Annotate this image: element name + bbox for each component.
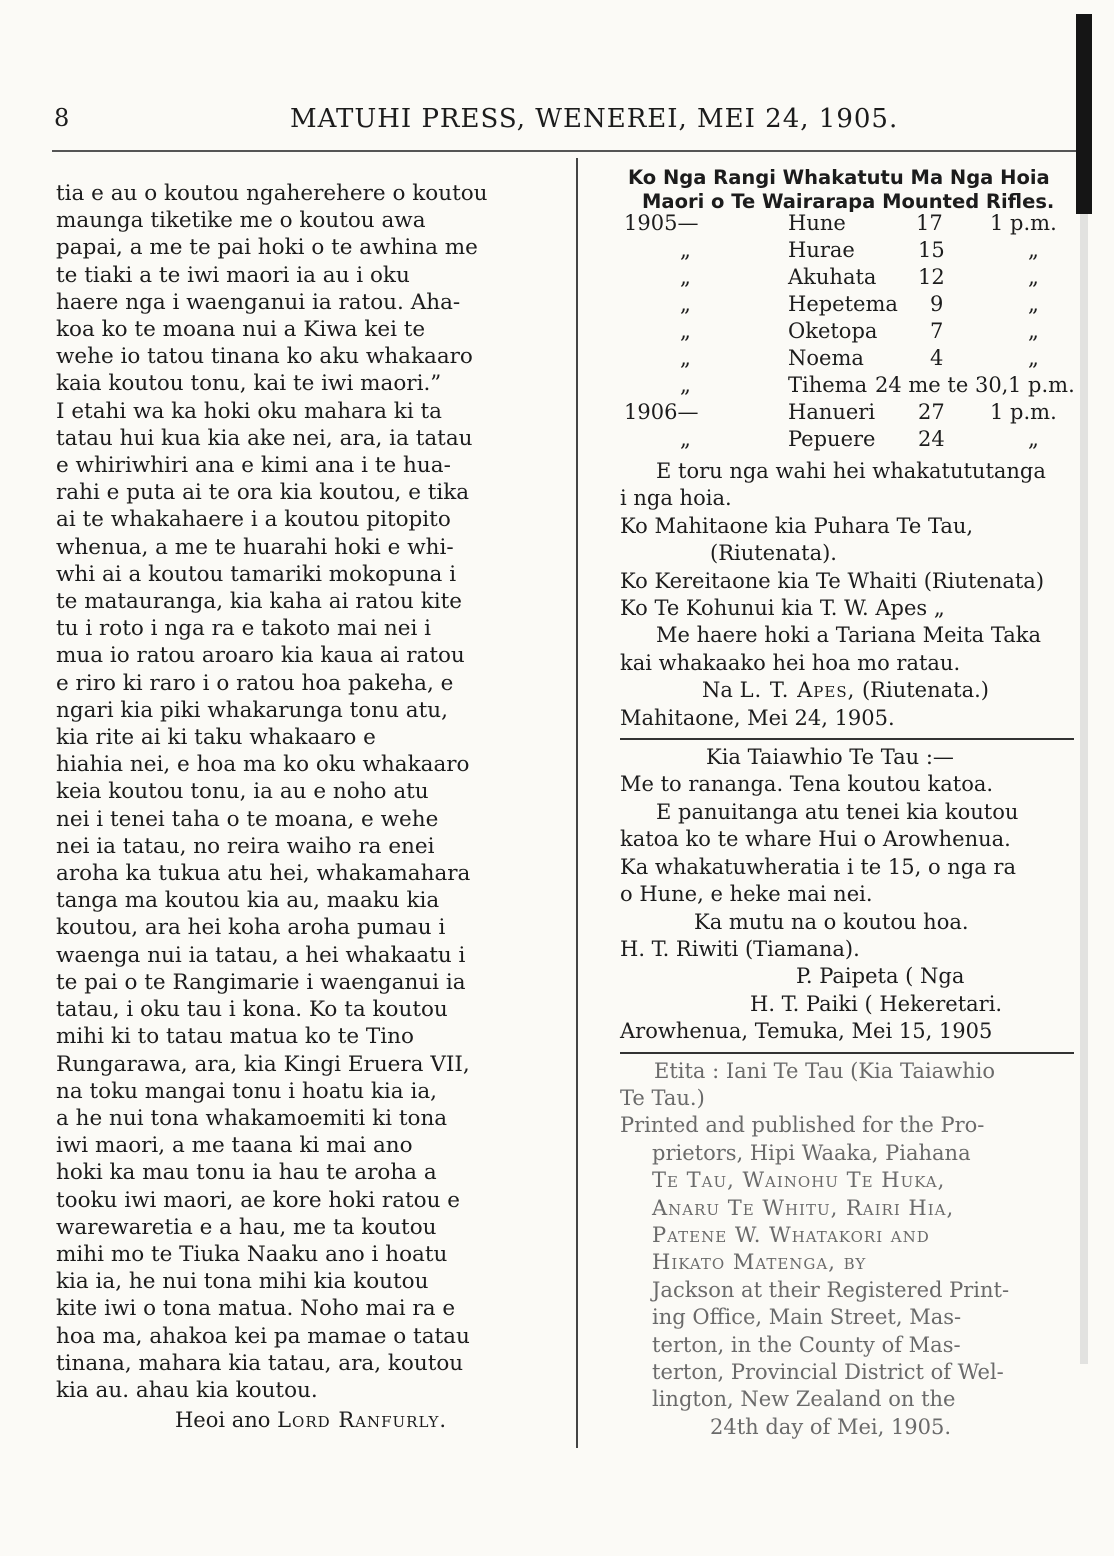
letter-line: tinana, mahara kia tatau, ara, koutou [56,1350,464,1376]
letter-line: keia koutou tonu, ia au e noho atu [56,779,429,805]
letter-line: haere nga i waenganui ia ratou. Aha- [56,289,461,315]
schedule-row: 1906— Hanueri 27 1 p.m. [624,400,1057,424]
notice-title: Ko Nga Rangi Whakatutu Ma Nga Hoia [628,166,1050,189]
letter-line: I etahi wa ka hoki oku mahara ki ta [56,398,442,424]
schedule-row: „ Oketopa 7 „ [680,319,1039,343]
notice-dateline: Arowhenua, Temuka, Mei 15, 1905 [620,1019,993,1044]
scan-edge-shadow [1076,14,1092,214]
schedule-row: „ Hepetema 9 „ [680,292,1039,316]
letter-line: tia e au o koutou ngaherehere o koutou [56,181,488,206]
letter-line: te tiaki a te iwi maori ia au i oku [56,262,410,288]
letter-line: hoa ma, ahakoa kei pa mamae o tatau [56,1323,470,1349]
letter-line: mua io ratou aroaro kia kaua ai ratou [56,643,465,669]
schedule-row: 1905— Hune 17 1 p.m. [624,211,1057,235]
letter-line: koa ko te moana nui a Kiwa kei te [56,317,426,343]
letter-line: tooku iwi maori, ae kore hoki ratou e [56,1187,460,1213]
masthead: MATUHI PRESS, WENEREI, MEI 24, 1905. [290,104,899,134]
section-rule [620,738,1074,740]
letter-line: hiahia nei, e hoa ma ko oku whakaaro [56,752,470,778]
schedule-row: „ Noema 4 „ [680,346,1039,370]
notice-heading: Kia Taiawhio Te Tau :— [706,745,954,770]
drill-notice: E toru nga wahi hei whakatututanga i nga hoia. Ko Mahitaone kia Puhara Te Tau, (Riutenata). Ko Kereitaone kia Te Whaiti (Riutenata) Ko Te Kohunui kia T. W. Apes „ Me haere hoki a Tariana Meita Taka kai whakaako hei hoa mo ratau. Na L. T. Apes, (Riutenata.) Mahitaone, Mei 24, 1905. [620,458,1074,732]
letter-line: tatau, i oku tau i kona. Ko ta koutou [56,997,448,1023]
letter-line: te pai o te Rangimarie i waenganui ia [56,969,466,995]
letter-line: whenua, a me te huarahi hoki e whi- [56,534,454,560]
letter-line: a he nui tona whakamoemiti ki tona [56,1105,448,1131]
page-number: 8 [54,104,70,132]
hui-notice: Kia Taiawhio Te Tau :— Me to rananga. Tena koutou katoa. E panuitanga atu tenei kia koutou katoa ko te whare Hui o Arowhenua. Ka whakatuwheratia i te 15, o nga ra o Hune, e heke mai nei. Ka mutu na o koutou hoa. H. T. Riwiti (Tiamana). P. Paipeta ( Nga H. T. Paiki ( Hekeretari. Arowhenua, Temuka, Mei 15, 1905 [620,744,1074,1045]
letter-line: mihi ki to tatau matua ko te Tino [56,1024,414,1050]
section-rule [620,1052,1074,1054]
letter-line: nei i tenei taha o te moana, e wehe [56,806,439,832]
schedule-row: „ Hurae 15 „ [680,238,1039,262]
letter-line: kaia koutou tonu, kai te iwi maori.” [56,371,442,397]
schedule-row: „ Akuhata 12 „ [680,265,1039,289]
letter-line: kite iwi o tona matua. Noho mai ra e [56,1296,456,1322]
letter-line: kia ia, he nui tona mihi kia koutou [56,1269,429,1295]
letter-line: waenga nui ia tatau, a hei whakaatu i [56,942,466,968]
imprint: Etita : Iani Te Tau (Kia Taiawhio Te Tau.) Printed and published for the Pro- prietors, Hipi Waaka, Piahana Te Tau, Wainohu Te Huka, Anaru Te Whitu, Rairi Hia, Patene W. Whatakori and Hikato Matenga, by Jackson at their Registered Print- ing Office, Main Street, Mas- terton, in the County of Mas- terton, Provincial District of Wel- lington, New Zealand on the 24th day of Mei, 1905. [620,1058,1010,1439]
right-column [620,166,1074,1441]
letter-line: nei ia tatau, no reira waiho ra enei [56,833,435,859]
letter-line: rahi e puta ai te ora kia koutou, e tika [56,480,470,506]
letter-line: Rungarawa, ara, kia Kingi Eruera VII, [56,1051,470,1077]
letter-line: koutou, ara hei koha aroha pumau i [56,915,446,941]
notice-signature: Na L. T. Apes, (Riutenata.) [702,678,989,703]
letter-line: wehe io tatou tinana ko aku whakaaro [56,344,473,370]
letter-line: kia au. ahau kia koutou. [56,1377,318,1403]
schedule-row: „ Tihema 24 me te 30, 1 p.m. [680,373,1075,397]
column-rule [576,158,578,1448]
letter-line: te matauranga, kia kaha ai ratou kite [56,589,462,615]
letter-line: mihi mo te Tiuka Naaku ano i hoatu [56,1241,448,1267]
letter-line: aroha ka tukua atu hei, whakamahara [56,861,471,887]
drill-schedule-table [620,211,1075,458]
letter-line: kia rite ai ki taku whakaaro e [56,725,376,751]
scan-edge-gutter [1080,214,1088,1364]
letter-line: e whiriwhiri ana e kimi ana i te hua- [56,453,451,479]
letter-signature: Heoi ano Lord Ranfurly. [174,1408,448,1433]
notice-dateline: Mahitaone, Mei 24, 1905. [620,705,895,730]
letter-line: ai te whakahaere i a koutou pitopito [56,507,451,533]
letter-line: warewaretia e a hau, me ta koutou [56,1214,437,1240]
letter-line: na toku mangai tonu i hoatu kia ia, [56,1078,437,1104]
left-column-letter [56,180,526,1432]
header-rule [52,150,1076,152]
notice-title: Maori o Te Wairarapa Mounted Rifles. [642,190,1055,213]
letter-line: tanga ma koutou kia au, maaku kia [56,888,440,914]
letter-line: ngari kia piki whakarunga tonu atu, [56,697,448,723]
letter-line: papai, a me te pai hoki o te awhina me [56,235,478,261]
letter-line: tu i roto i nga ra e takoto mai nei i [56,616,432,642]
letter-line: iwi maori, a me taana ki mai ano [56,1133,413,1159]
page-header [52,100,912,140]
letter-line: whi ai a koutou tamariki mokopuna i [56,561,457,587]
letter-line: e riro ki raro i o ratou hoa pakeha, e [56,670,454,696]
letter-line: tatau hui kua kia ake nei, ara, ia tatau [56,425,473,451]
letter-line: maunga tiketike me o koutou awa [56,208,426,234]
schedule-row: „ Pepuere 24 „ [680,427,1039,451]
letter-line: hoki ka mau tonu ia hau te aroha a [56,1160,437,1186]
